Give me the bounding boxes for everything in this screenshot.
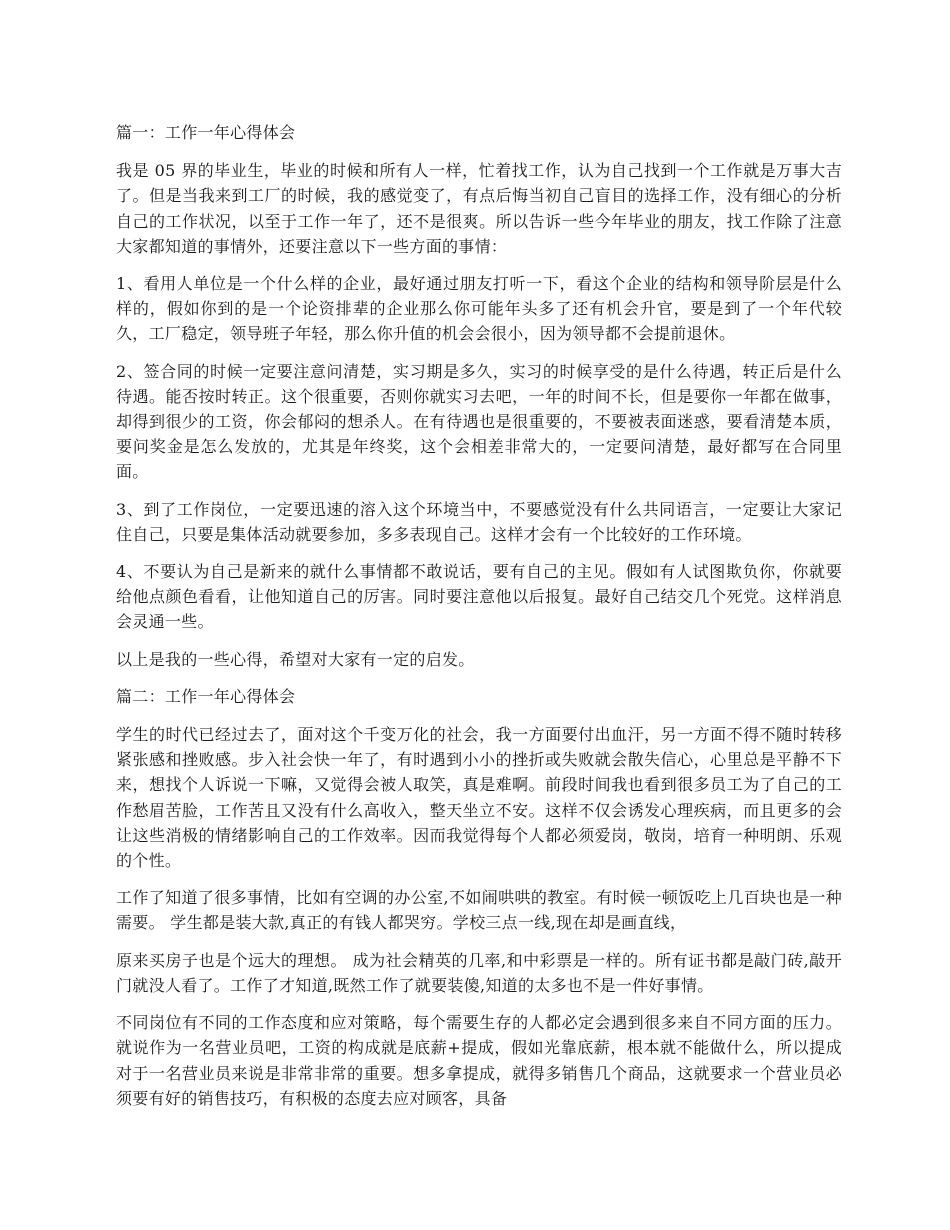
- section2-paragraph-2: 工作了知道了很多事情，比如有空调的办公室,不如闹哄哄的教室。有时候一顿饭吃上几百块也是一种需要。 学生都是装大款,真正的有钱人都哭穷。学校三点一线,现在却是画直线，: [116, 888, 842, 933]
- section-title-2: 篇二：工作一年心得体会: [116, 686, 296, 706]
- document-page: [116, 120, 842, 1123]
- point-4-paragraph: 4、不要认为自己是新来的就什么事情都不敢说话，要有自己的主见。假如有人试图欺负你，你就要给他点颜色看看，让他知道自己的厉害。同时要注意他以后报复。最好自己结交几个死党。这样消息会灵通一些。: [116, 562, 842, 632]
- section-title-1: 篇一：工作一年心得体会: [116, 123, 296, 142]
- section2-paragraph-1: 学生的时代已经过去了，面对这个千变万化的社会，我一方面要付出血汗，另一方面不得不随时转移紧张感和挫败感。步入社会快一年了，有时遇到小小的挫折或失败就会散失信心，心里总是平静不下来，想找个人诉说一下嘛，又觉得会被人取笑，真是难啊。前段时间我也看到很多员工为了自己的工作愁眉苦脸，工作苦且又没有什么高收入，整天坐立不安。这样不仅会诱发心理疾病，而且更多的会让这些消极的情绪影响自己的工作效率。因而我觉得每个人都必须爱岗，敬岗，培育一种明朗、乐观的个性。: [116, 725, 842, 871]
- section2-paragraph-3: 原来买房子也是个远大的理想。 成为社会精英的几率,和中彩票是一样的。所有证书都是敲门砖,敲开门就没人看了。工作了才知道,既然工作了就要装傻,知道的太多也不是一件好事情。: [116, 950, 842, 995]
- point-2-paragraph: 2、签合同的时候一定要注意问清楚，实习期是多久，实习的时候享受的是什么待遇，转正后是什么待遇。能否按时转正。这个很重要，否则你就实习去吧，一年的时间不长，但是要你一年都在做事，却得到很少的工资，你会郁闷的想杀人。在有待遇也是很重要的，不要被表面迷惑，要看清楚本质，要问奖金是怎么发放的，尤其是年终奖，这个会相差非常大的，一定要问清楚，最好都写在合同里面。: [116, 361, 842, 482]
- section2-paragraph-4: 不同岗位有不同的工作态度和应对策略，每个需要生存的人都必定会遇到很多来自不同方面的压力。就说作为一名营业员吧，工资的构成就是底薪+提成，假如光靠底薪，根本就不能做什么，所以提成对于一名营业员来说是非常非常的重要。想多拿提成，就得多销售几个商品，这就要求一个营业员必须要有好的销售技巧，有积极的态度去应对顾客，具备: [116, 1013, 842, 1108]
- conclusion-paragraph: 以上是我的一些心得，希望对大家有一定的启发。: [116, 649, 475, 669]
- point-1-paragraph: 1、看用人单位是一个什么样的企业，最好通过朋友打听一下，看这个企业的结构和领导阶层是什么样的，假如你到的是一个论资排辈的企业那么你可能年头多了还有机会升官，要是到了一个年代较久，工厂稳定，领导班子年轻，那么你升值的机会会很小，因为领导都不会提前退休。: [116, 274, 842, 344]
- intro-paragraph: 我是 05 界的毕业生，毕业的时候和所有人一样，忙着找工作，认为自己找到一个工作就是万事大吉了。但是当我来到工厂的时候，我的感觉变了，有点后悔当初自己盲目的选择工作，没有细心的分析自己的工作状况，以至于工作一年了，还不是很爽。所以告诉一些今年毕业的朋友，找工作除了注意大家都知道的事情外，还要注意以下一些方面的事情：: [116, 161, 842, 256]
- point-3-paragraph: 3、到了工作岗位，一定要迅速的溶入这个环境当中，不要感觉没有什么共同语言，一定要让大家记住自己，只要是集体活动就要参加，多多表现自己。这样才会有一个比较好的工作环境。: [116, 499, 842, 544]
